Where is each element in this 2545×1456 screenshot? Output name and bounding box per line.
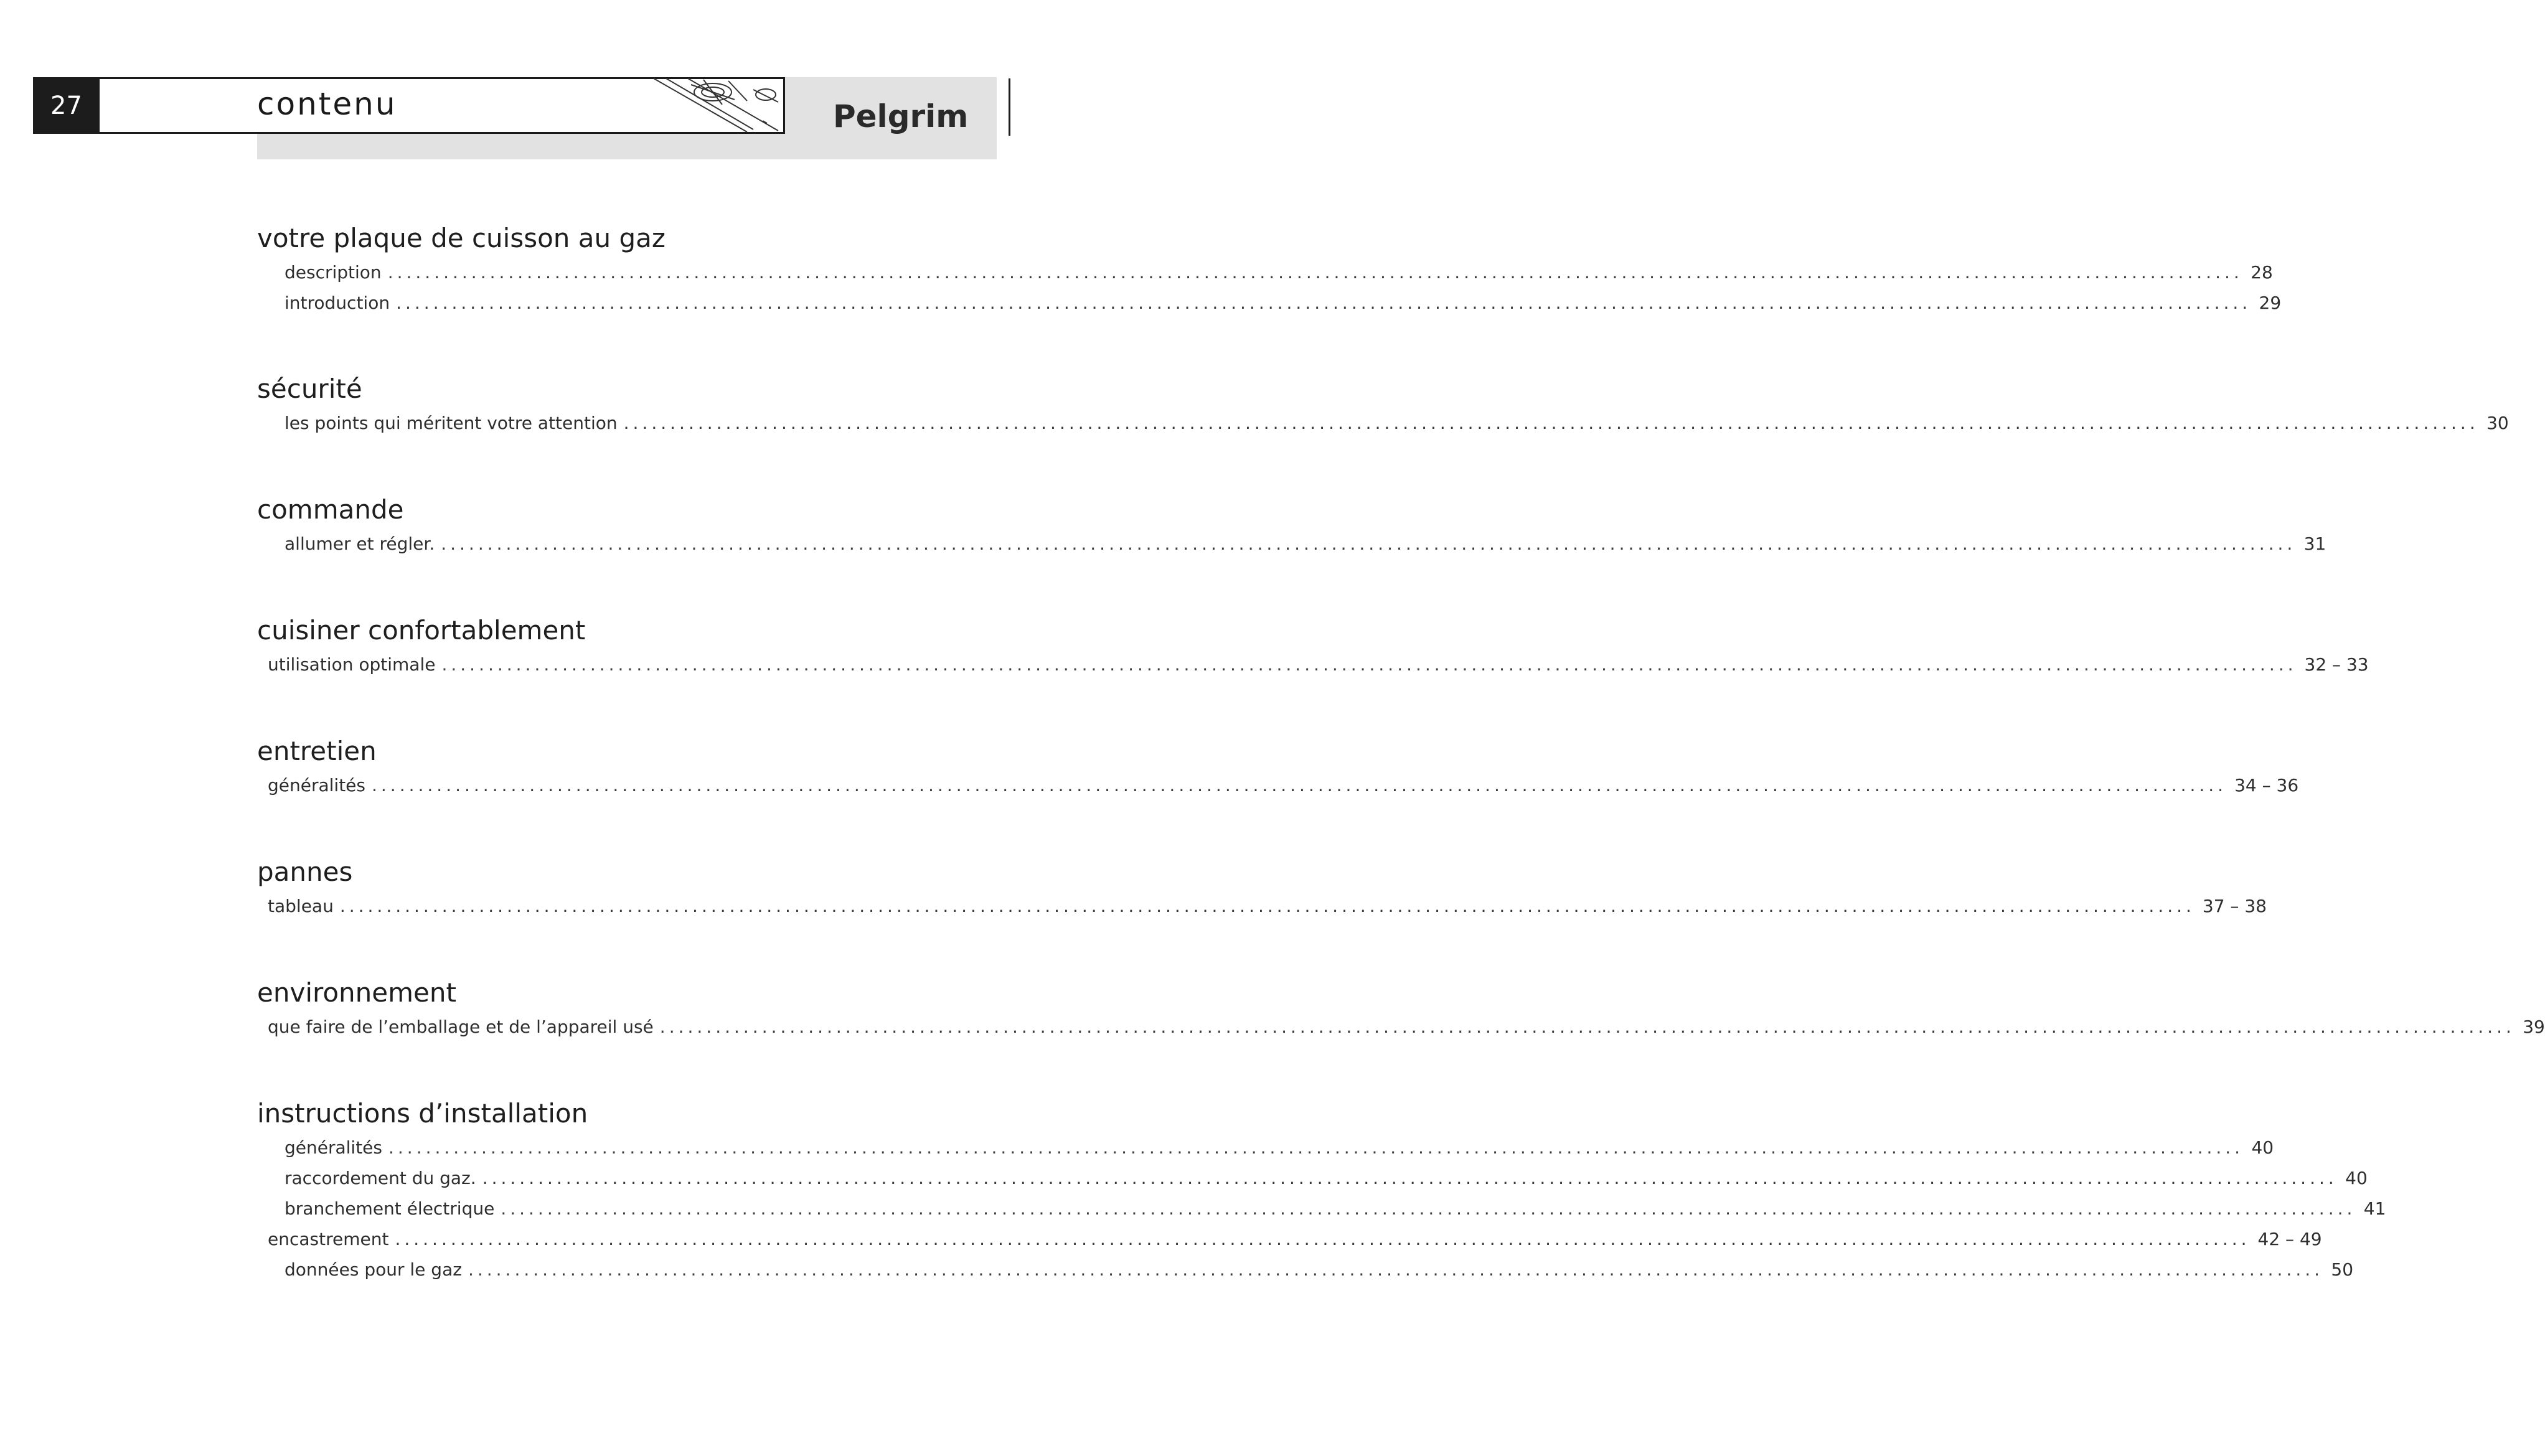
leader-dots: ........................................................................................................................................................................................................ — [482, 1168, 2338, 1188]
section-title: commande — [257, 494, 404, 525]
toc-entry-label: introduction — [285, 293, 390, 313]
leader-dots: ........................................................................................................................................................................................................ — [388, 1137, 2244, 1158]
section-title: votre plaque de cuisson au gaz — [257, 223, 666, 253]
toc-entry-page: 31 — [2303, 533, 2326, 554]
section-title: pannes — [257, 857, 353, 887]
toc-section-environment — [257, 975, 2545, 1042]
section-title: entretien — [257, 736, 377, 766]
toc-entry-page: 34 – 36 — [2234, 775, 2299, 796]
toc-entry[interactable] — [257, 1224, 2322, 1254]
toc-section-gas-hob — [257, 221, 2282, 318]
toc-entry-page: 29 — [2259, 293, 2282, 313]
toc-entry-label: utilisation optimale — [268, 654, 436, 675]
section-title: sécurité — [257, 373, 362, 404]
toc-entry-label: raccordement du gaz. — [285, 1168, 476, 1188]
toc-entry-label: tableau — [268, 896, 334, 916]
leader-dots: ........................................................................................................................................................................................................ — [395, 1229, 2251, 1249]
toc-entry-label: branchement électrique — [285, 1198, 495, 1219]
toc-entry[interactable] — [257, 1193, 2386, 1224]
leader-dots: ........................................................................................................................................................................................................ — [372, 775, 2227, 796]
toc-entry[interactable] — [257, 891, 2267, 921]
leader-dots: ........................................................................................................................................................................................................ — [659, 1017, 2515, 1037]
toc-entry[interactable] — [257, 288, 2282, 318]
toc-section-installation — [257, 1096, 2386, 1285]
toc-section-cooking — [257, 613, 2369, 680]
toc-entry-page: 41 — [2363, 1198, 2386, 1219]
leader-dots: ........................................................................................................................................................................................................ — [396, 293, 2252, 313]
leader-dots: ........................................................................................................................................................................................................ — [339, 896, 2195, 916]
toc-entry-page: 50 — [2331, 1259, 2354, 1280]
leader-dots: ........................................................................................................................................................................................................ — [387, 262, 2243, 283]
toc-entry-label: généralités — [285, 1137, 382, 1158]
section-title: instructions d’installation — [257, 1098, 588, 1129]
edge-divider — [1009, 78, 1010, 136]
toc-entry-label: allumer et régler. — [285, 533, 435, 554]
toc-section-maintenance — [257, 734, 2299, 801]
toc-entry-page: 32 – 33 — [2304, 654, 2369, 675]
toc-section-safety — [257, 372, 2509, 438]
toc-entry[interactable] — [257, 1163, 2368, 1193]
toc-entry[interactable] — [257, 257, 2273, 288]
toc-entry-label: encastrement — [268, 1229, 389, 1249]
toc-entry[interactable] — [257, 1254, 2354, 1285]
toc-entry[interactable] — [257, 770, 2299, 801]
toc-entry-page: 42 – 49 — [2257, 1229, 2322, 1249]
toc-entry[interactable] — [257, 1012, 2545, 1042]
section-title: environnement — [257, 977, 456, 1008]
leader-dots: ........................................................................................................................................................................................................ — [501, 1198, 2356, 1219]
cooktop-illustration — [654, 77, 785, 134]
leader-dots: ........................................................................................................................................................................................................ — [441, 533, 2297, 554]
toc-entry-page: 28 — [2251, 262, 2273, 283]
toc-entry-page: 40 — [2345, 1168, 2368, 1188]
toc-entry-page: 37 – 38 — [2202, 896, 2267, 916]
page-number: 27 — [33, 77, 100, 134]
toc-section-faults — [257, 855, 2267, 921]
toc-entry-page: 30 — [2486, 413, 2509, 433]
toc-entry[interactable] — [257, 1132, 2274, 1163]
toc-section-operation — [257, 492, 2326, 559]
toc-entry-label: les points qui méritent votre attention — [285, 413, 618, 433]
pelgrim-logo: Pelgrim — [833, 98, 969, 134]
toc-entry-page: 39 — [2523, 1017, 2545, 1037]
leader-dots: ........................................................................................................................................................................................................ — [623, 413, 2479, 433]
toc-entry-page: 40 — [2251, 1137, 2274, 1158]
toc-entry-label: généralités — [268, 775, 365, 796]
toc-entry-label: données pour le gaz — [285, 1259, 462, 1280]
toc-entry[interactable] — [257, 649, 2369, 680]
toc-entry-label: que faire de l’emballage et de l’appareil usé — [268, 1017, 654, 1037]
leader-dots: ........................................................................................................................................................................................................ — [441, 654, 2297, 675]
section-title: cuisiner confortablement — [257, 615, 586, 646]
page-title: contenu — [257, 86, 397, 122]
toc-entry[interactable] — [257, 528, 2326, 559]
leader-dots: ........................................................................................................................................................................................................ — [468, 1259, 2324, 1280]
toc-entry-label: description — [285, 262, 382, 283]
toc-entry[interactable] — [257, 408, 2509, 438]
